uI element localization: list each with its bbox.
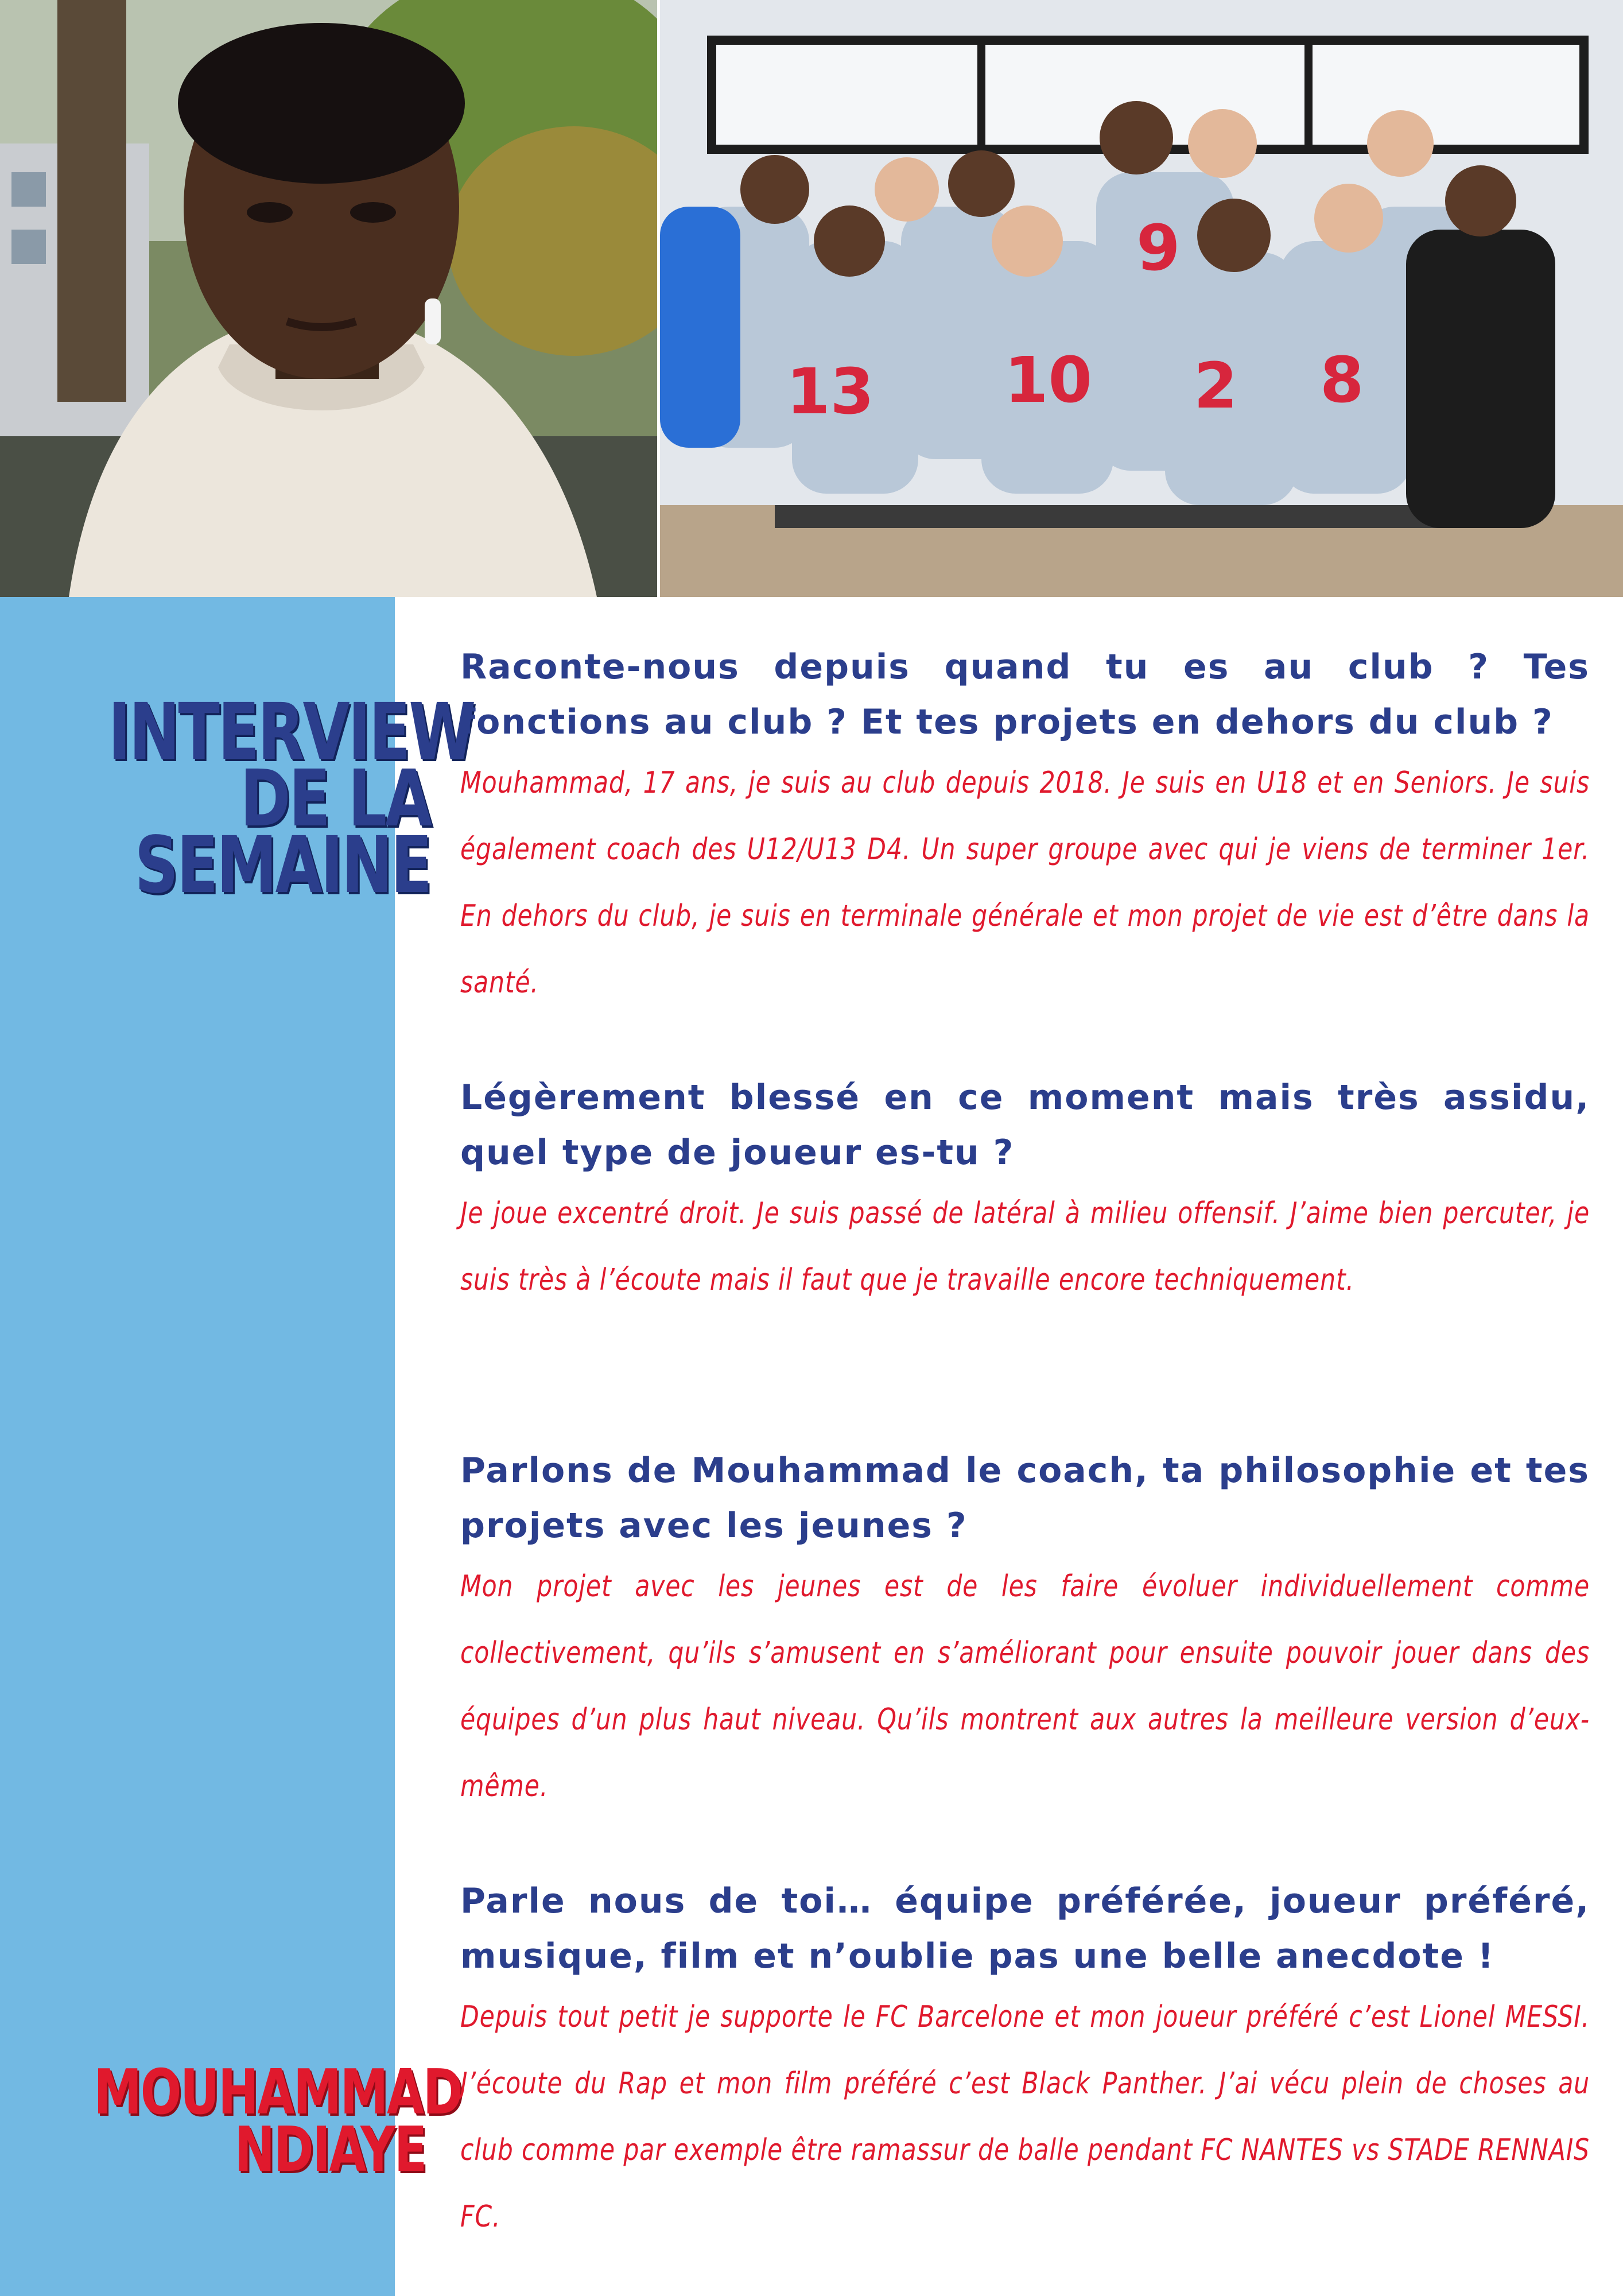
team-illustration bbox=[660, 0, 1623, 597]
answer: Je joue excentré droit. Je suis passé de latéral à milieu offensif. J’aime bien percuter, je suis très à l’écoute mais il faut que je travaille encore techniquement. bbox=[460, 1196, 1590, 1297]
portrait-illustration bbox=[0, 0, 657, 597]
qa-block bbox=[460, 1874, 1590, 2250]
question: Parlons de Mouhammad le coach, ta philosophie et tes projets avec les jeunes ? bbox=[460, 1450, 1590, 1546]
qa-block bbox=[460, 1443, 1590, 1820]
player-name-line: NDIAYE bbox=[234, 2114, 426, 2186]
team-photo bbox=[660, 0, 1623, 597]
svg-text:9: 9 bbox=[1136, 211, 1181, 285]
player-name-line: MOUHAMMAD bbox=[94, 2057, 462, 2128]
title-line: SEMAINE bbox=[134, 820, 430, 911]
portrait-photo bbox=[0, 0, 657, 597]
question: Raconte-nous depuis quand tu es au club ? Tes fonctions au club ? Et tes projets en dehors du club ? bbox=[460, 647, 1590, 742]
answer: Depuis tout petit je supporte le FC Barcelone et mon joueur préféré c’est Lionel MESSI. J’écoute du Rap et mon film préféré c’est Black Panther. J’ai vécu plein de choses au club comme par exemple être ramassur de balle pendant FC NANTES vs STADE RENNAIS FC. bbox=[460, 2000, 1590, 2234]
svg-text:2: 2 bbox=[1194, 349, 1238, 422]
qa-block bbox=[460, 1070, 1590, 1313]
title-line: INTERVIEW bbox=[108, 687, 475, 778]
title-line: DE LA bbox=[240, 754, 430, 844]
answer: Mon projet avec les jeunes est de les faire évoluer individuellement comme collectivement, qu’ils s’amusent en s’améliorant pour ensuite pouvoir jouer dans des équipes d’un plus haut niveau. Qu’ils montrent aux autres la meilleure version d’eux-même. bbox=[460, 1569, 1590, 1804]
question: Parle nous de toi… équipe préférée, joueur préféré, musique, film et n’oublie pas une belle anecdote ! bbox=[460, 1881, 1590, 1976]
sidebar bbox=[0, 597, 475, 2296]
interview-title bbox=[108, 687, 475, 911]
qa-block bbox=[460, 639, 1590, 1016]
question: Légèrement blessé en ce moment mais très assidu, quel type de joueur es-tu ? bbox=[460, 1077, 1590, 1173]
svg-text:10: 10 bbox=[1004, 343, 1093, 417]
svg-text:13: 13 bbox=[786, 355, 875, 428]
answer: Mouhammad, 17 ans, je suis au club depuis 2018. Je suis en U18 et en Seniors. Je suis également coach des U12/U13 D4. Un super groupe avec qui je viens de terminer 1er. En dehors du club, je suis en terminale générale et mon projet de vie est d’être dans la santé. bbox=[460, 766, 1590, 1000]
svg-text:8: 8 bbox=[1320, 343, 1364, 417]
player-name bbox=[94, 2057, 462, 2186]
